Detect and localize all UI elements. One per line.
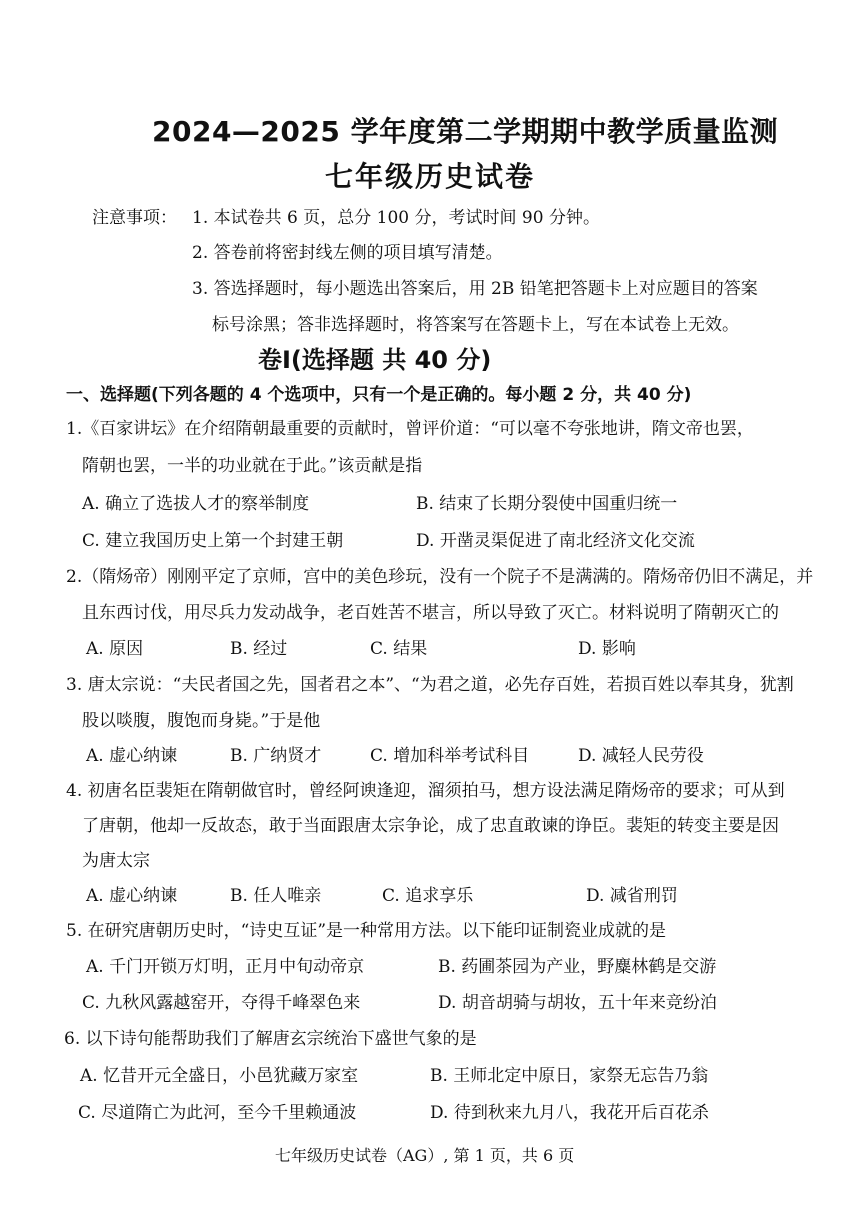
question-3-option-c: C. 增加科举考试科目 — [370, 746, 530, 766]
exam-subtitle: 七年级历史试卷 — [325, 160, 536, 193]
question-6-option-b: B. 王师北定中原日，家祭无忘告乃翁 — [430, 1066, 709, 1086]
question-2-line-1: 2.（隋炀帝）刚刚平定了京师，宫中的美色珍玩，没有一个院子不是满满的。隋炀帝仍旧不满足，并 — [66, 567, 814, 587]
question-2-option-a: A. 原因 — [86, 639, 144, 659]
question-4-option-d: D. 减省刑罚 — [586, 886, 678, 906]
question-6-option-d: D. 待到秋来九月八，我花开后百花杀 — [430, 1103, 709, 1123]
question-6-option-c: C. 尽道隋亡为此河，至今千里赖通波 — [78, 1103, 357, 1123]
notice-label: 注意事项： — [92, 208, 177, 228]
question-4-option-c: C. 追求享乐 — [382, 886, 474, 906]
section-title: 卷Ⅰ(选择题 共 40 分) — [258, 346, 492, 374]
question-5-option-a: A. 千门开锁万灯明，正月中旬动帝京 — [86, 957, 365, 977]
question-2-option-b: B. 经过 — [230, 639, 288, 659]
part-heading: 一、选择题(下列各题的 4 个选项中，只有一个是正确的。每小题 2 分，共 40 分) — [66, 385, 692, 405]
question-1-line-2: 隋朝也罢，一半的功业就在于此。”该贡献是指 — [82, 456, 423, 476]
question-2-line-2: 且东西讨伐，用尽兵力发动战争，老百姓苦不堪言，所以导致了灭亡。材料说明了隋朝灭亡的 — [82, 603, 779, 623]
question-1-option-d: D. 开凿灵渠促进了南北经济文化交流 — [416, 531, 695, 551]
question-4-option-a: A. 虚心纳谏 — [86, 886, 178, 906]
question-6-line-1: 6. 以下诗句能帮助我们了解唐玄宗统治下盛世气象的是 — [64, 1029, 477, 1049]
question-2-option-d: D. 影响 — [578, 639, 636, 659]
notice-item-3-cont: 标号涂黑；答非选择题时，将答案写在答题卡上，写在本试卷上无效。 — [212, 315, 739, 335]
question-6-option-a: A. 忆昔开元全盛日，小邑犹藏万家室 — [80, 1066, 359, 1086]
question-1-option-a: A. 确立了选拔人才的察举制度 — [82, 494, 310, 514]
notice-item-2: 2. 答卷前将密封线左侧的项目填写清楚。 — [192, 243, 503, 263]
question-4-line-3: 为唐太宗 — [82, 851, 150, 871]
page-footer: 七年级历史试卷（AG）, 第 1 页，共 6 页 — [275, 1146, 575, 1165]
question-2-option-c: C. 结果 — [370, 639, 428, 659]
question-3-option-d: D. 减轻人民劳役 — [578, 746, 704, 766]
exam-title: 2024—2025 学年度第二学期期中教学质量监测 — [152, 115, 779, 148]
question-3-option-a: A. 虚心纳谏 — [86, 746, 178, 766]
question-5-option-d: D. 胡音胡骑与胡妆，五十年来竞纷泊 — [438, 993, 717, 1013]
question-3-option-b: B. 广纳贤才 — [230, 746, 322, 766]
question-4-option-b: B. 任人唯亲 — [230, 886, 322, 906]
question-3-line-2: 股以啖腹，腹饱而身毙。”于是他 — [82, 711, 321, 731]
notice-item-1: 1. 本试卷共 6 页，总分 100 分，考试时间 90 分钟。 — [192, 208, 600, 228]
question-3-line-1: 3. 唐太宗说：“夫民者国之先，国者君之本”、“为君之道，必先存百姓，若损百姓以奉其身，犹割 — [66, 675, 794, 695]
question-5-option-c: C. 九秋风露越窑开，夺得千峰翠色来 — [82, 993, 361, 1013]
question-4-line-2: 了唐朝，他却一反故态，敢于当面跟唐太宗争论，成了忠直敢谏的诤臣。裴矩的转变主要是因 — [82, 816, 779, 836]
question-5-option-b: B. 药圃茶园为产业，野麋林鹤是交游 — [438, 957, 717, 977]
question-4-line-1: 4. 初唐名臣裴矩在隋朝做官时，曾经阿谀逢迎，溜须拍马，想方设法满足隋炀帝的要求；可从到 — [66, 781, 785, 801]
question-1-option-c: C. 建立我国历史上第一个封建王朝 — [82, 531, 344, 551]
question-5-line-1: 5. 在研究唐朝历史时，“诗史互证”是一种常用方法。以下能印证制瓷业成就的是 — [66, 921, 667, 941]
notice-item-3: 3. 答选择题时，每小题选出答案后，用 2B 铅笔把答题卡上对应题目的答案 — [192, 279, 758, 299]
question-1-option-b: B. 结束了长期分裂使中国重归统一 — [416, 494, 678, 514]
question-1-line-1: 1.《百家讲坛》在介绍隋朝最重要的贡献时，曾评价道：“可以毫不夸张地讲，隋文帝也罢， — [66, 419, 754, 439]
